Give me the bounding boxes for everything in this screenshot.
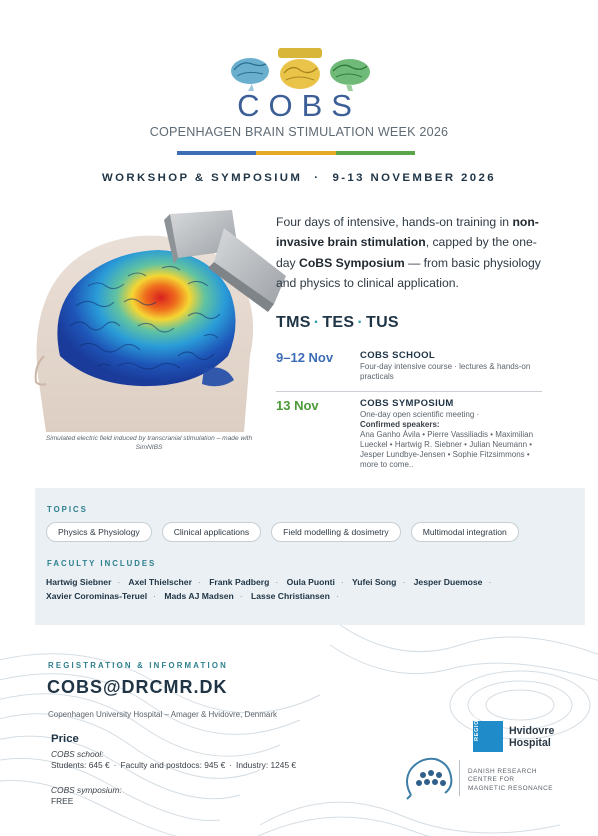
speakers-label (360, 420, 546, 430)
cobs-subtitle: COPENHAGEN BRAIN STIMULATION WEEK 2026 (149, 125, 449, 139)
event-separator: · (314, 172, 321, 184)
faculty-member: Yufei Song (351, 577, 397, 587)
price-students: Students: 645 € (51, 760, 110, 770)
modality-sep: · (313, 314, 320, 331)
faculty-member: Xavier Corominas-Teruel (46, 591, 148, 601)
faculty-label: FACULTY INCLUDES (47, 559, 157, 568)
faculty-member: Jesper Duemose (413, 577, 483, 587)
symposium-date: 13 Nov (276, 398, 319, 413)
intro-text-1: Four days of intensive, hands-on training in (276, 215, 513, 229)
green-brain-icon (330, 59, 370, 91)
price-sep: · (113, 760, 117, 770)
faculty-separator: · (275, 577, 279, 587)
drcmr-line2: CENTRE FOR (468, 776, 515, 784)
drcmr-line1: DANISH RESEARCH (468, 768, 537, 775)
school-body (360, 350, 546, 382)
symposium-body (360, 398, 546, 470)
brain-simulation-figure (28, 206, 290, 432)
speakers-list: Ana Ganho Ávila • Pierre Vassiliadis • Maximilian Lueckel • Hartwig R. Siebner • Julian Neumann • Jesper Lundbye-Jensen • Sophie Fitzsimmons • more to come.. (360, 430, 534, 469)
bar-blue (177, 151, 256, 155)
school-price-label (51, 749, 104, 760)
bar-yellow (256, 151, 335, 155)
symposium-price-label-text: COBS symposium: (51, 785, 122, 795)
school-desc: Four-day intensive course · lectures & hands-on practicals (360, 362, 531, 381)
speakers-label-text: Confirmed speakers: (360, 420, 440, 429)
price-faculty: Faculty and postdocs: 945 € (120, 760, 226, 770)
drcmr-name (468, 768, 553, 793)
faculty-separator: · (239, 591, 243, 601)
schedule-school (276, 350, 546, 386)
school-price-label-text: COBS school: (51, 749, 104, 759)
intro-paragraph (276, 212, 548, 294)
drcmr-line3: MAGNETIC RESONANCE (468, 784, 553, 792)
cobs-logo-icons (228, 46, 374, 92)
school-price-items (51, 760, 296, 771)
region-tag: REGION (474, 715, 480, 741)
event-line (0, 172, 598, 184)
faculty-member: Mads AJ Madsen (164, 591, 234, 601)
schedule-symposium (276, 398, 546, 478)
intro-text-2: , capped by the one-day (276, 235, 537, 270)
symposium-price-label (51, 785, 122, 796)
blue-brain-icon (231, 58, 269, 91)
faculty-list (46, 575, 566, 603)
hospital-name (509, 725, 554, 749)
drcmr-logo-icon (403, 755, 455, 801)
symposium-desc: One-day open scientific meeting · (360, 410, 480, 419)
hospital-name-line2: Hospital (509, 737, 551, 749)
faculty-separator: · (117, 577, 121, 587)
hospital-address: Copenhagen University Hospital – Amager & Hvidovre, Denmark (48, 710, 277, 719)
faculty-separator: · (340, 577, 344, 587)
faculty-member: Hartwig Siebner (46, 577, 112, 587)
modality-sep: · (357, 314, 363, 331)
registration-label: REGISTRATION & INFORMATION (48, 661, 228, 670)
symposium-title: COBS SYMPOSIUM (360, 398, 454, 409)
modality-tes: TES (322, 314, 355, 331)
faculty-member: Lasse Christiansen (251, 591, 330, 601)
event-kind: WORKSHOP & SYMPOSIUM (101, 172, 303, 184)
school-title: COBS SCHOOL (360, 350, 436, 361)
topic-chip: Field modelling & dosimetry (271, 522, 401, 542)
bar-green (336, 151, 415, 155)
tricolor-bar (177, 151, 415, 155)
modality-tus: TUS (366, 314, 399, 331)
faculty-separator: · (488, 577, 492, 587)
intro-bold-2: CoBS Symposium (299, 255, 405, 270)
modalities-line (276, 314, 399, 332)
modality-tms: TMS (276, 314, 311, 331)
faculty-member: Axel Thielscher (128, 577, 192, 587)
figure-caption: Simulated electric field induced by transcranial stimulation – made with SimNIBS (45, 435, 253, 451)
contact-email[interactable]: COBS@DRCMR.DK (47, 677, 228, 697)
topics-band (35, 488, 585, 625)
event-dates: 9-13 NOVEMBER 2026 (332, 172, 496, 184)
faculty-member: Frank Padberg (209, 577, 270, 587)
faculty-separator: · (153, 591, 156, 601)
intro-bold-1: non-invasive brain stimulation (276, 215, 539, 250)
faculty-separator: · (402, 577, 406, 587)
symposium-price-value: FREE (51, 796, 74, 806)
hospital-name-line1: Hvidovre (509, 725, 555, 737)
price-industry: Industry: 1245 € (236, 760, 297, 770)
logo-divider (459, 760, 460, 796)
faculty-separator: · (197, 577, 201, 587)
price-sep: · (229, 760, 233, 770)
topic-chip: Physics & Physiology (46, 522, 152, 542)
school-date: 9–12 Nov (276, 350, 334, 365)
topics-chips (46, 522, 519, 542)
topics-label: TOPICS (47, 505, 88, 514)
faculty-separator: · (335, 591, 339, 601)
intro-text-3: — from basic physiology and physics to clinical application. (276, 255, 541, 291)
price-title: Price (51, 733, 79, 745)
cobs-wordmark: COBS (237, 88, 361, 123)
faculty-member: Oula Puonti (286, 577, 335, 587)
schedule-divider (276, 391, 542, 392)
topic-chip: Multimodal integration (411, 522, 519, 542)
topic-chip: Clinical applications (162, 522, 261, 542)
yellow-coil-icon (278, 48, 322, 89)
